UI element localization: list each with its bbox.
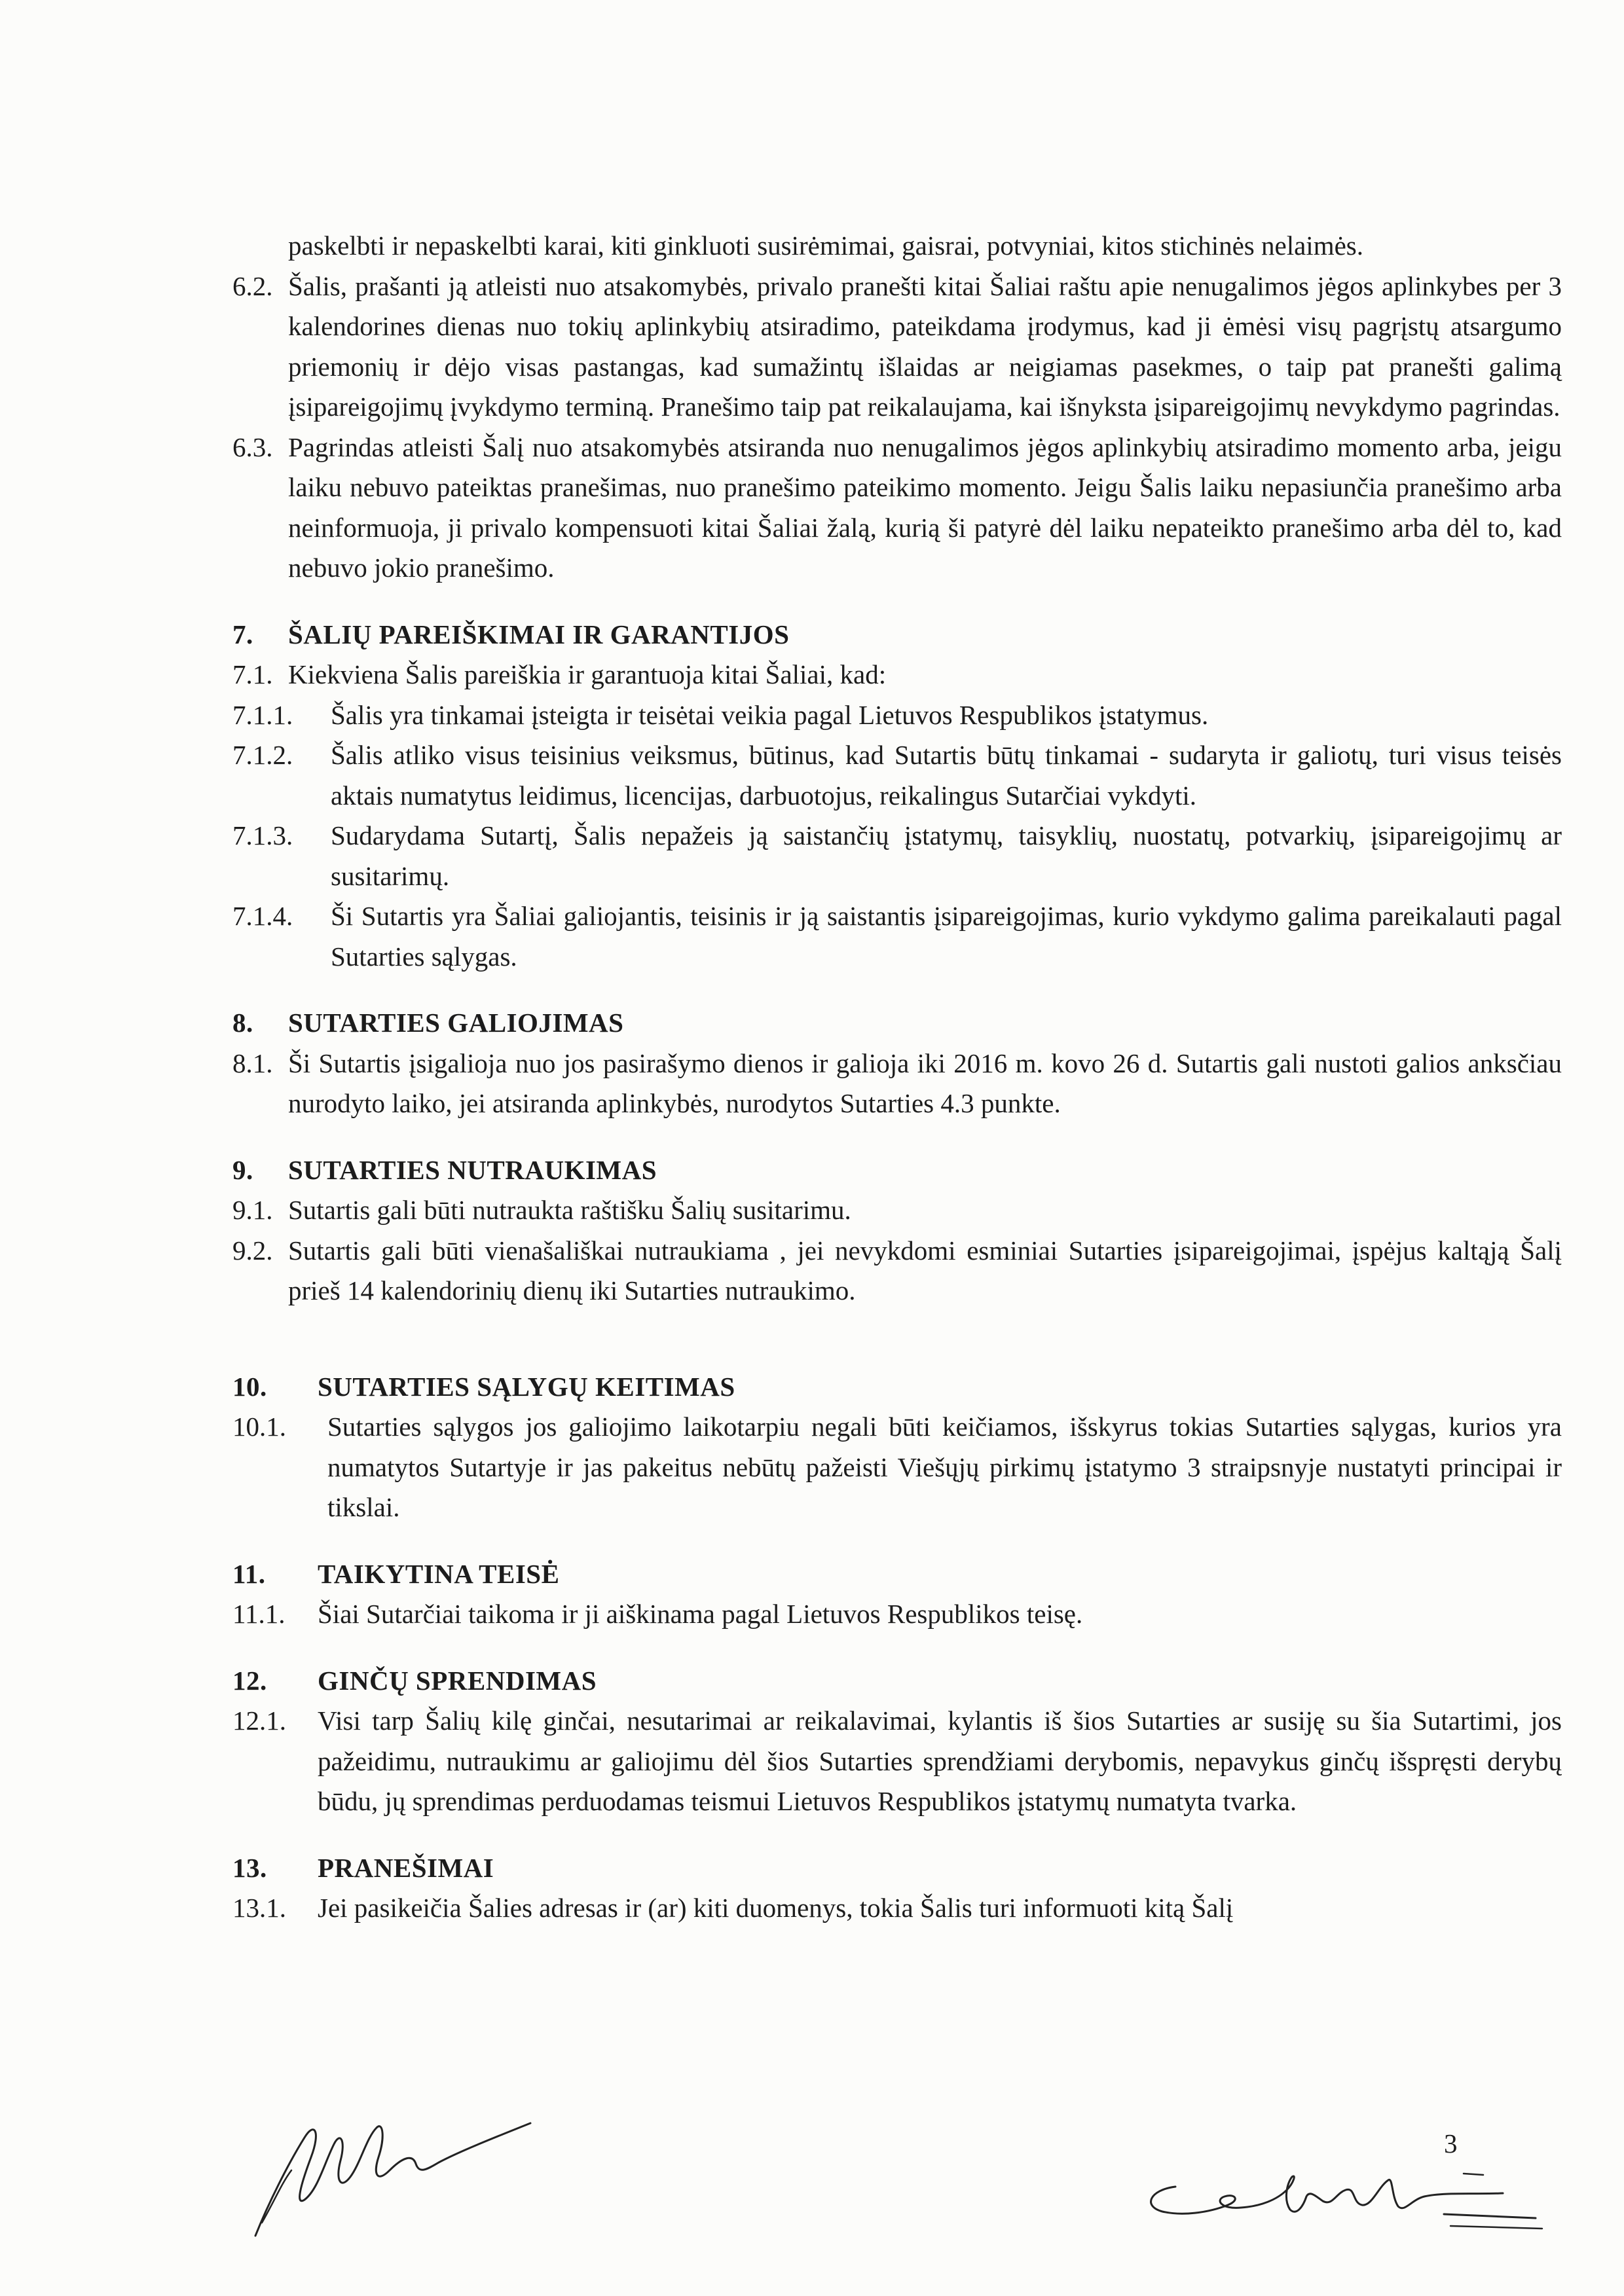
heading-number: 11.	[232, 1558, 266, 1589]
clause-number: 13.1.	[232, 1893, 286, 1923]
clause-11-1	[232, 1594, 1562, 1635]
heading-title: GINČŲ SPRENDIMAS	[318, 1665, 597, 1696]
clause-9-2	[232, 1231, 1562, 1311]
heading-number: 8.	[232, 1008, 253, 1038]
clause-number: 9.2.	[232, 1235, 273, 1266]
clause-number: 10.1.	[232, 1412, 286, 1442]
heading-number: 12.	[232, 1665, 267, 1696]
clause-7-1-3	[232, 816, 1562, 896]
clause-number: 7.1.2.	[232, 740, 293, 770]
section-heading-11	[232, 1554, 1562, 1595]
clause-text: Šalis atliko visus teisinius veiksmus, būtinus, kad Sutartis būtų tinkamai - sudaryta ir galiotų, turi visus teisės aktais numatytus leidimus, licencijas, darbuotojus, reikalingus Sutarčiai vykdyti.	[331, 740, 1562, 811]
signature-right	[1136, 2160, 1562, 2239]
heading-title: SUTARTIES GALIOJIMAS	[288, 1008, 624, 1038]
clause-6-2	[232, 266, 1562, 428]
heading-number: 10.	[232, 1371, 267, 1402]
signature-left	[242, 2092, 544, 2242]
clause-number: 7.1.3.	[232, 820, 293, 850]
section-heading-7	[232, 615, 1562, 655]
clause-13-1	[232, 1888, 1562, 1929]
clause-text: Šiai Sutarčiai taikoma ir ji aiškinama pagal Lietuvos Respublikos teisę.	[318, 1599, 1083, 1629]
clause-10-1	[232, 1407, 1562, 1528]
heading-title: SUTARTIES NUTRAUKIMAS	[288, 1154, 657, 1185]
clause-text: Jei pasikeičia Šalies adresas ir (ar) kiti duomenys, tokia Šalis turi informuoti kitą Šalį	[318, 1893, 1234, 1923]
clause-number: 9.1.	[232, 1195, 273, 1225]
section-heading-9	[232, 1150, 1562, 1191]
page-number: 3	[1444, 2128, 1458, 2159]
clause-number: 7.1.1.	[232, 699, 293, 730]
section-heading-12	[232, 1661, 1562, 1702]
clause-6-1-continuation	[232, 226, 1562, 266]
clause-number: 7.1.	[232, 659, 273, 689]
clause-text: Sudarydama Sutartį, Šalis nepažeis ją saistančių įstatymų, taisyklių, nuostatų, potvarkių, įsipareigojimų ar susitarimų.	[331, 820, 1562, 891]
clause-7-1-1	[232, 695, 1562, 736]
heading-title: TAIKYTINA TEISĖ	[318, 1558, 560, 1589]
clause-number: 6.2.	[232, 270, 273, 301]
clause-text: Sutartis gali būti nutraukta raštišku Šalių susitarimu.	[288, 1195, 851, 1225]
clause-text: Kiekviena Šalis pareiškia ir garantuoja kitai Šaliai, kad:	[288, 659, 887, 689]
heading-title: ŠALIŲ PAREIŠKIMAI IR GARANTIJOS	[288, 619, 790, 649]
clause-text: Sutarties sąlygos jos galiojimo laikotarpiu negali būti keičiamos, išskyrus tokias Sutarties sąlygas, kurios yra numatytos Sutartyje ir jas pakeitus nebūtų pažeisti Viešųjų pirkimų įstatymo 3 straipsnyje nustatyti principai ir tikslai.	[327, 1412, 1562, 1522]
clause-7-1-2	[232, 735, 1562, 816]
clause-text: Šalis, prašanti ją atleisti nuo atsakomybės, privalo pranešti kitai Šaliai raštu apie nenugalimos jėgos aplinkybes per 3 kalendorines dienas nuo tokių aplinkybių atsiradimo, pateikdama įrodymus, kad ji ėmėsi visų pagrįstų atsargumo priemonių ir dėjo visas pastangas, kad sumažintų išlaidas ar neigiamas pasekmes, o taip pat pranešti galimą įsipareigojimų įvykdymo terminą. Pranešimo taip pat reikalaujama, kai išnyksta įsipareigojimų nevykdymo pagrindas.	[288, 270, 1562, 422]
clause-text: Visi tarp Šalių kilę ginčai, nesutarimai ar reikalavimai, kylantis iš šios Sutarties ar susiję su šia Sutartimi, jos pažeidimu, nutraukimu ar galiojimu dėl šios Sutarties sprendžiami derybomis, nepavykus ginčų išspręsti derybų būdu, jų sprendimas perduodamas teismui Lietuvos Respublikos įstatymų numatyta tvarka.	[318, 1705, 1562, 1816]
section-heading-8	[232, 1003, 1562, 1044]
heading-number: 9.	[232, 1154, 253, 1185]
section-heading-13	[232, 1848, 1562, 1889]
clause-number: 7.1.4.	[232, 901, 293, 931]
heading-title: PRANEŠIMAI	[318, 1852, 494, 1883]
clause-8-1	[232, 1044, 1562, 1124]
clause-6-3	[232, 428, 1562, 589]
clause-7-1	[232, 655, 1562, 695]
clause-7-1-4	[232, 896, 1562, 977]
clause-text: Sutartis gali būti vienašališkai nutraukiama , jei nevykdomi esminiai Sutarties įsipareigojimai, įspėjus kaltąją Šalį prieš 14 kalendorinių dienų iki Sutarties nutraukimo.	[288, 1235, 1562, 1305]
clause-text: Šalis yra tinkamai įsteigta ir teisėtai veikia pagal Lietuvos Respublikos įstatymus.	[331, 699, 1209, 730]
clause-text: Pagrindas atleisti Šalį nuo atsakomybės atsiranda nuo nenugalimos jėgos aplinkybių atsiradimo momento arba, jeigu laiku nebuvo pateiktas pranešimas, nuo pranešimo pateikimo momento. Jeigu Šalis laiku nepasiunčia pranešimo arba neinformuoja, ji privalo kompensuoti kitai Šaliai žalą, kurią ši patyrė dėl laiku nepateikto pranešimo arba dėl to, kad nebuvo jokio pranešimo.	[288, 431, 1562, 583]
clause-number: 12.1.	[232, 1705, 286, 1736]
clause-text: paskelbti ir nepaskelbti karai, kiti ginkluoti susirėmimai, gaisrai, potvyniai, kitos stichinės nelaimės.	[288, 230, 1363, 261]
clause-number: 6.3.	[232, 431, 273, 462]
heading-number: 7.	[232, 619, 253, 649]
clause-9-1	[232, 1190, 1562, 1231]
clause-number: 11.1.	[232, 1599, 286, 1629]
document-body	[232, 226, 1562, 1929]
heading-title: SUTARTIES SĄLYGŲ KEITIMAS	[318, 1371, 735, 1402]
section-heading-10	[232, 1367, 1562, 1408]
clause-number: 8.1.	[232, 1048, 273, 1078]
clause-text: Ši Sutartis įsigalioja nuo jos pasirašymo dienos ir galioja iki 2016 m. kovo 26 d. Sutartis gali nustoti galios anksčiau nurodyto laiko, jei atsiranda aplinkybės, nurodytos Sutarties 4.3 punkte.	[288, 1048, 1562, 1118]
heading-number: 13.	[232, 1852, 267, 1883]
clause-text: Ši Sutartis yra Šaliai galiojantis, teisinis ir ją saistantis įsipareigojimas, kurio vykdymo galima pareikalauti pagal Sutarties sąlygas.	[331, 901, 1562, 972]
clause-12-1	[232, 1701, 1562, 1822]
